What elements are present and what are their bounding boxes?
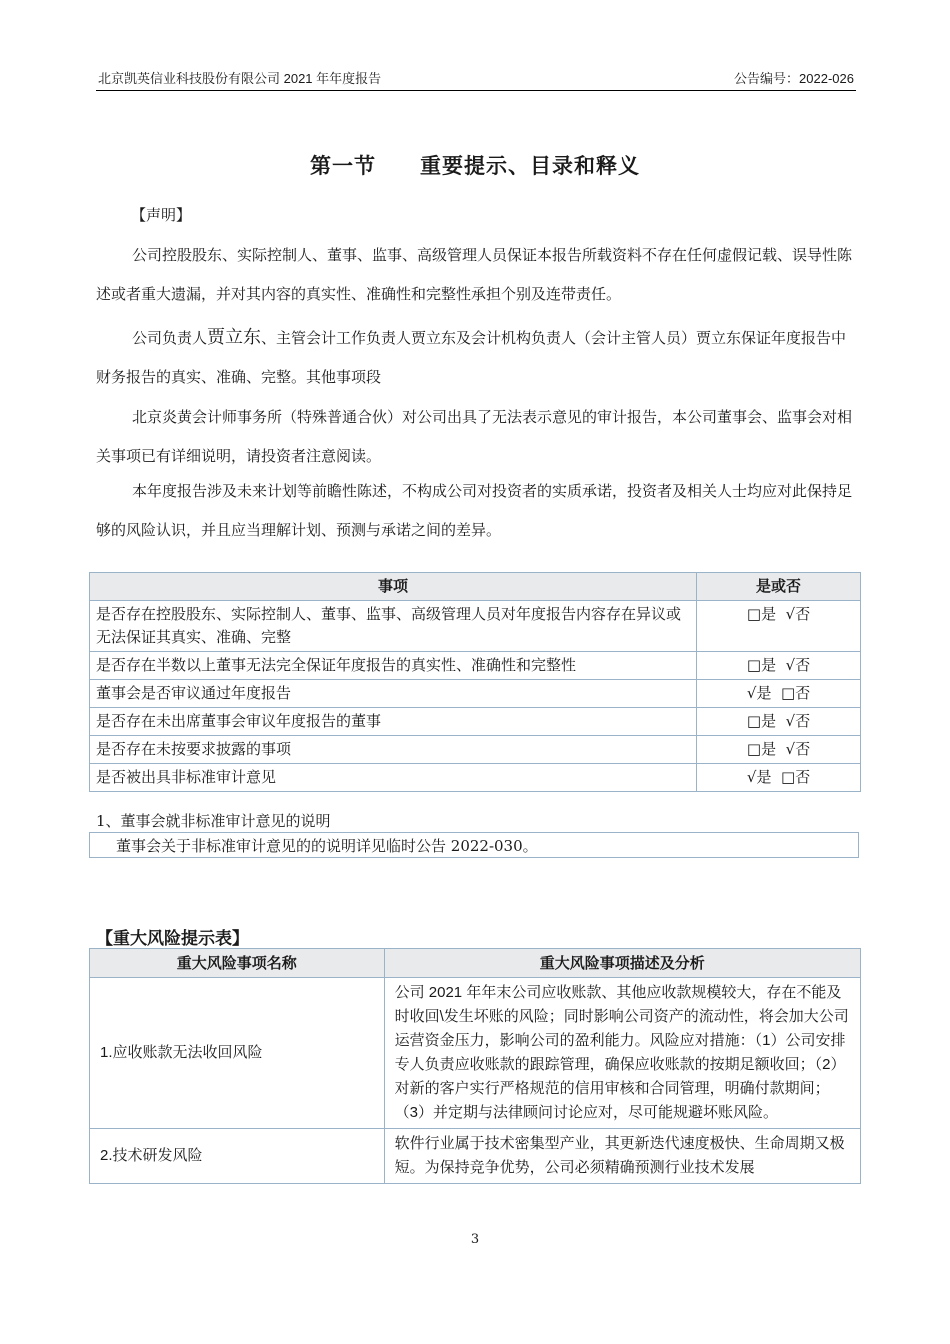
- column-header-risk-desc: 重大风险事项描述及分析: [384, 949, 860, 978]
- matter-item: 是否被出具非标准审计意见: [90, 764, 697, 792]
- matter-answer: √是 □否: [697, 764, 861, 792]
- matter-item: 是否存在半数以上董事无法完全保证年度报告的真实性、准确性和完整性: [90, 652, 697, 680]
- paragraph-guarantee: [96, 236, 858, 314]
- paragraph-text: 公司控股股东、实际控制人、董事、监事、高级管理人员保证本报告所载资料不存在任何虚假记载、误导性陈述或者重大遗漏，并对其内容的真实性、准确性和完整性承担个别及连带责任。: [96, 246, 853, 303]
- matter-answer: □是 √否: [697, 708, 861, 736]
- column-header-risk-name: 重大风险事项名称: [90, 949, 385, 978]
- paragraph-text: 北京炎黄会计师事务所（特殊普通合伙）对公司出具了无法表示意见的审计报告，本公司董事会、监事会对相关事项已有详细说明，请投资者注意阅读。: [96, 408, 853, 465]
- header-announcement-number: 公告编号：2022-026: [734, 71, 854, 86]
- matter-item: 是否存在未按要求披露的事项: [90, 736, 697, 764]
- responsible-person-name: 贾立东: [207, 327, 262, 348]
- paragraph-text: 本年度报告涉及未来计划等前瞻性陈述，不构成公司对投资者的实质承诺，投资者及相关人士均应对此保持足够的风险认识，并且应当理解计划、预测与承诺之间的差异。: [96, 482, 853, 539]
- table-header-row: [90, 949, 861, 978]
- header-company-report: 北京凯英信业科技股份有限公司 2021 年年度报告: [98, 71, 382, 86]
- declaration-label: 【声明】: [131, 206, 192, 224]
- paragraph-responsible-persons: [96, 318, 858, 397]
- page-number: 3: [470, 1232, 480, 1247]
- paragraph-forward-looking: [96, 472, 858, 550]
- risk-table-title: 【重大风险提示表】: [96, 929, 249, 949]
- matter-answer: □是 √否: [697, 601, 861, 652]
- column-header-item: 事项: [90, 573, 697, 601]
- matter-answer: √是 □否: [697, 680, 861, 708]
- board-note-title: 1、董事会就非标准审计意见的说明: [96, 812, 331, 830]
- table-header-row: [90, 573, 861, 601]
- board-note-box: 董事会关于非标准审计意见的的说明详见临时公告 2022-030。: [89, 832, 859, 858]
- matter-answer: □是 √否: [697, 652, 861, 680]
- table-row: [90, 652, 861, 680]
- risk-description: 软件行业属于技术密集型产业，其更新迭代速度极快、生命周期又极短。为保持竞争优势，公司必须精确预测行业技术发展: [384, 1129, 860, 1184]
- risk-name: 1.应收账款无法收回风险: [90, 978, 385, 1129]
- risk-description: 公司 2021 年年末公司应收账款、其他应收款规模较大，存在不能及时收回\发生坏账的风险；同时影响公司资产的流动性，将会加大公司运营资金压力，影响公司的盈利能力。风险应对措施：（1）公司安排专人负责应收账款的跟踪管理，确保应收账款的按期足额收回；（2）对新的客户实行严格规范的信用审核和合同管理，明确付款期间；（3）并定期与法律顾问讨论应对，尽可能规避坏账风险。: [384, 978, 860, 1129]
- column-header-yes-no: 是或否: [697, 573, 861, 601]
- risk-name: 2.技术研发风险: [90, 1129, 385, 1184]
- table-row: [90, 601, 861, 652]
- table-row: [90, 680, 861, 708]
- table-row: [90, 978, 861, 1129]
- table-row: [90, 764, 861, 792]
- page-header: [96, 64, 856, 91]
- matter-item: 是否存在控股股东、实际控制人、董事、监事、高级管理人员对年度报告内容存在异议或无法保证其真实、准确、完整: [90, 601, 697, 652]
- matter-answer: □是 √否: [697, 736, 861, 764]
- paragraph-auditor: [96, 398, 858, 476]
- risk-table: [89, 948, 861, 1184]
- matter-item: 是否存在未出席董事会审议年度报告的董事: [90, 708, 697, 736]
- table-row: [90, 1129, 861, 1184]
- table-row: [90, 708, 861, 736]
- section-title: 第一节 重要提示、目录和释义: [310, 154, 640, 178]
- paragraph-text: 公司负责人: [132, 329, 208, 347]
- table-row: [90, 736, 861, 764]
- paragraph-text: 、主管会计工作负责人贾立东及会计机构负责人（会计主管人员）贾立东保证年度报告中财务报告的真实、准确、完整。其他事项段: [96, 329, 847, 386]
- matters-table: [89, 572, 861, 792]
- matter-item: 董事会是否审议通过年度报告: [90, 680, 697, 708]
